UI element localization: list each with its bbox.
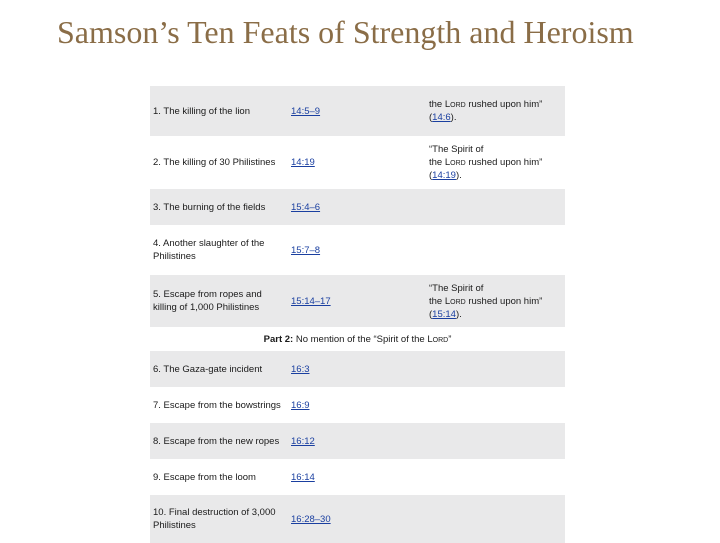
scripture-link[interactable]: 14:6 bbox=[432, 112, 451, 123]
spirit-cell: the Lord rushed upon him” (14:6). bbox=[429, 99, 543, 123]
scripture-link[interactable]: 16:9 bbox=[291, 399, 310, 411]
part2-label: Part 2: No mention of the “Spirit of the Lord” bbox=[263, 333, 452, 345]
feat-cell: 1. The killing of the lion bbox=[153, 105, 250, 117]
scripture-link[interactable]: 16:12 bbox=[291, 435, 315, 447]
scripture-link[interactable]: 15:14 bbox=[432, 308, 456, 320]
table-row bbox=[150, 86, 565, 136]
table-row bbox=[150, 495, 565, 543]
scripture-link[interactable]: 15:14–17 bbox=[291, 295, 331, 307]
feat-cell: 3. The burning of the fields bbox=[153, 201, 266, 213]
feats-table bbox=[150, 86, 565, 543]
scripture-link[interactable]: 16:3 bbox=[291, 363, 310, 375]
scripture-link[interactable]: 15:7–8 bbox=[291, 244, 321, 256]
part2-header-row bbox=[150, 327, 565, 351]
feat-cell: 8. Escape from the new ropes bbox=[153, 435, 280, 447]
spirit-cell: “The Spirit of the Lord rushed upon him” (15:14). bbox=[429, 282, 543, 320]
table-row bbox=[150, 423, 565, 459]
scripture-link[interactable]: 14:19 bbox=[432, 170, 456, 181]
feat-cell: 9. Escape from the loom bbox=[153, 471, 256, 483]
feat-cell: 6. The Gaza-gate incident bbox=[153, 363, 263, 375]
table-row bbox=[150, 136, 565, 189]
scripture-link[interactable]: 14:5–9 bbox=[291, 105, 321, 117]
table-row bbox=[150, 189, 565, 225]
table-row bbox=[150, 225, 565, 275]
spirit-cell: “The Spirit of the Lord rushed upon him” (14:19). bbox=[429, 144, 543, 181]
feat-cell: 7. Escape from the bowstrings bbox=[153, 399, 281, 411]
scripture-link[interactable]: 14:19 bbox=[291, 157, 315, 168]
feat-cell: 4. Another slaughter of the Philistines bbox=[153, 238, 265, 262]
scripture-link[interactable]: 16:28–30 bbox=[291, 513, 331, 525]
table-row bbox=[150, 387, 565, 423]
feat-cell: 2. The killing of 30 Philistines bbox=[153, 157, 276, 168]
slide-title: Samson’s Ten Feats of Strength and Heroism bbox=[57, 14, 634, 50]
table-row bbox=[150, 275, 565, 327]
feat-cell: 10. Final destruction of 3,000 Philistines bbox=[153, 507, 276, 531]
feat-cell: 5. Escape from ropes and killing of 1,000 Philistines bbox=[153, 289, 262, 313]
scripture-link[interactable]: 16:14 bbox=[291, 471, 315, 483]
table-row bbox=[150, 351, 565, 387]
scripture-link[interactable]: 15:4–6 bbox=[291, 201, 321, 213]
table-row bbox=[150, 459, 565, 495]
